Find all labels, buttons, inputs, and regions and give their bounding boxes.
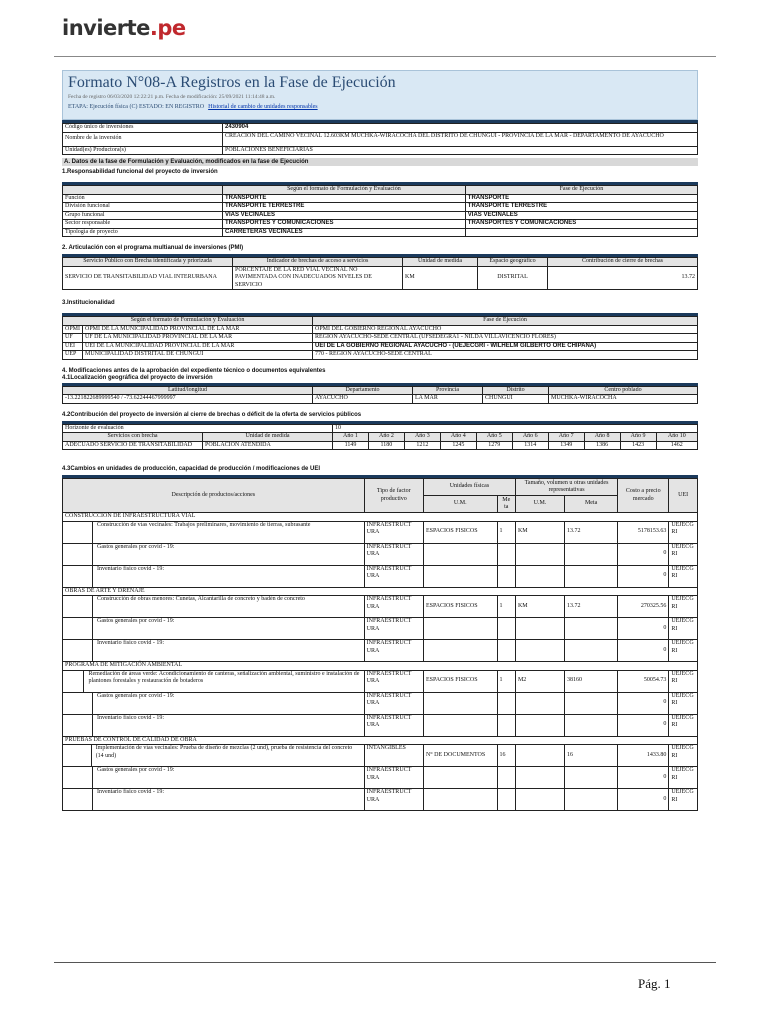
table-cell: INFRAESTRUCT URA: [364, 640, 423, 662]
table-cell: 38160: [565, 670, 618, 692]
table-cell: [63, 714, 365, 736]
table-cell: 1245: [440, 441, 476, 450]
production-units-table: Descripción de productos/acciones Tipo de factor productivo Unidades físicas Tamaño, volumen u otras unidades representativas Costo a precio mercado UEI U.M. Me ta U.M. Meta CONSTRUCCION DE INFRAESTRUCTURA VIAL Construcción de vías vecinales: Trabajos preliminares, movimiento de tierras, subrasante INFRAESTRUCT URA ESPACIOS FISICOS 1 KM 13.72 5178153.63 UEJECG RI Gastos generales por covid - 19: INFRAESTRUCT URA 0 UEJECG RI Inventario físico covid - 19: INFRAESTRUCT URA 0 UEJECG RI OBRAS DE ARTE Y DRENAJE Construcción de obras menores: Cunetas, Alcantarilla de concreto y badén de concreto INFRAESTRUCT URA ESPACIOS FISICOS 1 KM 13.72 270325.56 UEJECG RI Gastos generales por covid - 19: INFRAESTRUCT URA 0 UEJECG RI Inventario físico covid - 19: INFRAESTRUCT URA 0 UEJECG RI PROGRAMA DE MITIGACIÓN AMBIENTAL Remediación de áreas verde: Acondicionamiento de canteras, señalización ambiental, suministro e instalación de plantones forestales y restauración de botaderos INFRAESTRUCT URA ESPACIOS FISICOS 1 M2 38160 50054.73 UEJECG RI Gastos generales por covid - 19: INFRAESTRUCT URA 0 UEJECG RI Inventario físico covid - 19: INFRAESTRUCT URA 0 UEJECG RI PRUEBAS DE CONTROL DE CALIDAD DE OBRA Implementación de vías vecinales: Prueba de diseño de mezclas (2 und), prueba de resistencia del concreto (14 und) INTANGIBLES N° DE DOCUMENTOS 16 16 1433.80 UEJECG RI Gastos generales por covid - 19: INFRAESTRUCT URA 0 UEJECG RI Inventario físico covid - 19: INFRAESTRUCT URA 0 UEJECG RI: [62, 478, 698, 811]
column-header: Indicador de brechas de acceso a servicios: [233, 258, 403, 267]
group-row: [63, 587, 698, 596]
table-row: [63, 228, 698, 237]
column-header: Servicio Público con Brecha identificada y priorizada: [63, 258, 233, 267]
group-name: CONSTRUCCION DE INFRAESTRUCTURA VIAL: [63, 513, 698, 522]
table-cell: 1433.80: [618, 745, 669, 767]
table-cell: 1: [497, 670, 515, 692]
table-cell: [63, 767, 365, 789]
footer-divider: [54, 962, 716, 963]
group-name: PROGRAMA DE MITIGACIÓN AMBIENTAL: [63, 662, 698, 671]
table-row: [63, 203, 698, 212]
column-header: Unidad de medida: [403, 258, 478, 267]
table-cell: 0: [618, 640, 669, 662]
top-divider: [54, 56, 716, 57]
table-cell: [565, 543, 618, 565]
table-cell: [565, 789, 618, 811]
table-cell: UEP: [63, 351, 83, 360]
table-cell: [423, 692, 497, 714]
table-cell: [497, 618, 515, 640]
table-row: [63, 640, 698, 662]
table-cell: División funcional: [63, 203, 223, 212]
table-cell: PORCENTAJE DE LA RED VIAL VECINAL NO PAVIMENTADA CON INADECUADOS NIVELES DE SERVICIO: [233, 266, 403, 290]
table-cell: TRANSPORTES Y COMUNICACIONES: [465, 220, 697, 229]
column-header: Año 10: [656, 433, 697, 442]
table-row: [63, 745, 698, 767]
table-cell: INFRAESTRUCT URA: [364, 521, 423, 543]
section-41-title: 4.1Localización geográfica del proyecto de inversión: [62, 374, 213, 381]
column-header: Departamento: [313, 386, 413, 395]
table-cell: 1180: [368, 441, 404, 450]
table-cell: TRANSPORTE TERRESTRE: [223, 203, 466, 212]
table-cell: ESPACIOS FISICOS: [423, 596, 497, 618]
column-header: Año 5: [476, 433, 512, 442]
table-cell: [565, 714, 618, 736]
column-header: Año 9: [620, 433, 656, 442]
table-row: [63, 543, 698, 565]
table-cell: 13.72: [548, 266, 698, 290]
table-cell: 1462: [656, 441, 697, 450]
table-cell: [63, 789, 365, 811]
column-header: Año 3: [404, 433, 440, 442]
table-cell: [497, 640, 515, 662]
table-row: [63, 342, 698, 351]
table-row: [63, 351, 698, 360]
column-header: Centro poblado: [549, 386, 698, 395]
gap-contribution-table: Horizonte de evaluación 10 Servicios con brecha Unidad de medida Año 1 Año 2 Año 3 Año 4 Año 5 Año 6 Año 7 Año 8 Año 9 Año 10 ADECUADO SERVICIO DE TRANSITABILIDAD POBLACION ATENDIDA 1149 1180 1212 1245 1279 1314 1349 1386 1423 1462: [62, 424, 698, 451]
action-description: Construcción de vías vecinales: Trabajos preliminares, movimiento de tierras, subrasante: [97, 521, 311, 528]
table-cell: 0: [618, 789, 669, 811]
table-row: [63, 220, 698, 229]
invierte-logo[interactable]: invierte.pe: [62, 16, 186, 40]
action-description: Implementación de vías vecinales: Prueba de diseño de mezclas (2 und), prueba de resistencia del concreto (14 und): [95, 745, 353, 759]
table-cell: TRANSPORTE TERRESTRE: [465, 203, 697, 212]
table-cell: [515, 565, 564, 587]
section-3-title: 3.Institucionalidad: [62, 300, 115, 306]
table-cell: [423, 640, 497, 662]
table-cell: 0: [618, 714, 669, 736]
table-row: [63, 714, 698, 736]
column-header: Año 8: [584, 433, 620, 442]
table-cell: 16: [497, 745, 515, 767]
institutionality-table: Según el formato de Formulación y Evaluación Fase de Ejecución OPMI OPMI DE LA MUNICIPALIDAD PROVINCIAL DE LA MAR OPMI DEL GOBIERNO REGIONAL AYACUCHO UF UF DE LA MUNICIPALIDAD PROVINCIAL DE LA MAR REGION AYACUCHO-SEDE CENTRAL (UFSEDEGRA1 - NILDA VILLAVICENCIO FLORES) UEI UEI DE LA MUNICIPALIDAD PROVINCIAL DE LA MAR UEI DE LA GOBIERNO REGIONAL AYACUCHO - (UEJECGRI - WILHELM GILBERTO ORE CHIPANA) UEP MUNICIPALIDAD DISTRITAL DE CHUNGUI 770 - REGION AYACUCHO-SEDE CENTRAL: [62, 316, 698, 360]
table-cell: [63, 692, 365, 714]
table-cell: INTANGIBLES: [364, 745, 423, 767]
table-cell: 1: [497, 521, 515, 543]
table-cell: 270325.56: [618, 596, 669, 618]
table-cell: 13.72: [565, 521, 618, 543]
table-row: [63, 767, 698, 789]
table-cell: VIAS VECINALES: [223, 211, 466, 220]
table-cell: CARRETERAS VECINALES: [223, 228, 466, 237]
table-cell: 0: [618, 767, 669, 789]
page-number: Pág. 1: [638, 976, 671, 991]
table-cell: INFRAESTRUCT URA: [364, 596, 423, 618]
table-cell: [63, 521, 365, 543]
table-cell: ESPACIOS FISICOS: [423, 521, 497, 543]
table-cell: LA MAR: [413, 395, 483, 404]
table-cell: [63, 543, 365, 565]
section-4-title: 4. Modificaciones antes de la aprobación del expediente técnico o documentos equivalentes: [62, 367, 326, 374]
column-header: Distrito: [483, 386, 549, 395]
table-row: [63, 618, 698, 640]
table-cell: 1386: [584, 441, 620, 450]
table-cell: MUNICIPALIDAD DISTRITAL DE CHUNGUI: [83, 351, 313, 360]
table-cell: [565, 565, 618, 587]
table-cell: [497, 767, 515, 789]
group-row: [63, 513, 698, 522]
table-cell: Grupo funcional: [63, 211, 223, 220]
table-cell: 13.72: [565, 596, 618, 618]
table-cell: TRANSPORTE: [223, 194, 466, 203]
table-cell: UEJECG RI: [669, 521, 698, 543]
table-cell: INFRAESTRUCT URA: [364, 714, 423, 736]
table-cell: [465, 228, 697, 237]
table-row: [63, 670, 698, 692]
action-description: Remediación de áreas verde: Acondicionamiento de canteras, señalización ambiental, suministro e instalación de plantones forestales y restauración de botaderos: [88, 670, 360, 684]
section-42-title: 4.2Contribución del proyecto de inversión al cierre de brechas o déficit de la oferta de servicios públicos: [62, 411, 362, 418]
table-cell: [515, 714, 564, 736]
table-cell: 1279: [476, 441, 512, 450]
action-description: Inventario físico covid - 19:: [97, 714, 164, 721]
table-cell: ADECUADO SERVICIO DE TRANSITABILIDAD: [63, 441, 203, 450]
column-header: Espacio geográfico: [478, 258, 548, 267]
table-cell: [515, 745, 564, 767]
table-cell: [565, 767, 618, 789]
table-cell: 1: [497, 596, 515, 618]
table-cell: [63, 596, 365, 618]
table-cell: INFRAESTRUCT URA: [364, 543, 423, 565]
table-row: [63, 521, 698, 543]
action-description: Gastos generales por covid - 19:: [97, 692, 175, 699]
functional-responsibility-table: Según el formato de Formulación y Evaluación Fase de Ejecución Función TRANSPORTE TRANSPORTE División funcional TRANSPORTE TERRESTRE TRANSPORTE TERRESTRE Grupo funcional VIAS VECINALES VIAS VECINALES Sector responsable TRANSPORTES Y COMUNICACIONES TRANSPORTES Y COMUNICACIONES Tipología de proyecto CARRETERAS VECINALES: [62, 185, 698, 237]
table-cell: 16: [565, 745, 618, 767]
table-cell: 1212: [404, 441, 440, 450]
group-row: [63, 662, 698, 671]
table-cell: ESPACIOS FISICOS: [423, 670, 497, 692]
action-description: Inventario físico covid - 19:: [97, 789, 164, 795]
table-cell: 1149: [333, 441, 369, 450]
table-cell: UEJECG RI: [669, 596, 698, 618]
table-cell: 0: [618, 618, 669, 640]
history-link[interactable]: Historial de cambio de unidades responsables: [208, 104, 318, 110]
table-cell: UEJECG RI: [669, 670, 698, 692]
table-cell: UEI DE LA MUNICIPALIDAD PROVINCIAL DE LA MAR: [83, 342, 313, 351]
location-table: [62, 386, 698, 404]
table-cell: POBLACION ATENDIDA: [203, 441, 333, 450]
table-cell: SERVICIO DE TRANSITABILIDAD VIAL INTERURBANA: [63, 266, 233, 290]
table-cell: 0: [618, 692, 669, 714]
table-cell: DISTRITAL: [478, 266, 548, 290]
table-cell: Función: [63, 194, 223, 203]
table-cell: [63, 745, 365, 767]
group-name: PRUEBAS DE CONTROL DE CALIDAD DE OBRA: [63, 736, 698, 745]
table-cell: [423, 714, 497, 736]
pmi-table: [62, 257, 698, 290]
table-cell: [515, 543, 564, 565]
table-cell: REGION AYACUCHO-SEDE CENTRAL (UFSEDEGRA1 - NILDA VILLAVICENCIO FLORES): [313, 334, 698, 343]
table-cell: [515, 618, 564, 640]
section-1-title: 1.Responsabilidad funcional del proyecto de inversión: [62, 169, 218, 175]
table-cell: OPMI DEL GOBIERNO REGIONAL AYACUCHO: [313, 325, 698, 334]
table-cell: [423, 543, 497, 565]
table-cell: [565, 640, 618, 662]
table-row: [63, 692, 698, 714]
column-header: Año 7: [548, 433, 584, 442]
table-cell: OPMI: [63, 325, 83, 334]
table-cell: UEJECG RI: [669, 692, 698, 714]
action-description: Gastos generales por covid - 19:: [97, 543, 175, 550]
table-cell: [63, 670, 365, 692]
table-cell: UEJECG RI: [669, 745, 698, 767]
table-row: [63, 789, 698, 811]
table-row: [63, 565, 698, 587]
table-cell: KM: [515, 596, 564, 618]
table-cell: [497, 543, 515, 565]
record-dates: Fecha de registro 06/03/2020 12:22:21 p.m. Fecha de modificación: 25/09/2021 11:14:48 a.m.: [68, 94, 276, 100]
column-header: Año 2: [368, 433, 404, 442]
table-cell: [515, 767, 564, 789]
table-cell: [497, 692, 515, 714]
table-cell: INFRAESTRUCT URA: [364, 692, 423, 714]
column-header: Unidad de medida: [203, 433, 333, 442]
table-cell: INFRAESTRUCT URA: [364, 565, 423, 587]
column-header: Año 4: [440, 433, 476, 442]
action-description: Inventario físico covid - 19:: [97, 640, 164, 646]
table-cell: KM: [515, 521, 564, 543]
action-description: Inventario físico covid - 19:: [97, 565, 164, 572]
table-row: [63, 325, 698, 334]
table-cell: 1314: [512, 441, 548, 450]
table-cell: 0: [618, 565, 669, 587]
action-description: Construcción de obras menores: Cunetas, Alcantarilla de concreto y badén de concreto: [97, 596, 305, 602]
table-cell: MUCHKA-WIRACOCHA: [549, 395, 698, 404]
table-row: [63, 211, 698, 220]
table-cell: 50054.73: [618, 670, 669, 692]
table-cell: UEJECG RI: [669, 543, 698, 565]
table-cell: N° DE DOCUMENTOS: [423, 745, 497, 767]
table-cell: UF DE LA MUNICIPALIDAD PROVINCIAL DE LA MAR: [83, 334, 313, 343]
table-cell: 0: [618, 543, 669, 565]
group-row: [63, 736, 698, 745]
table-cell: [497, 714, 515, 736]
table-cell: INFRAESTRUCT URA: [364, 789, 423, 811]
table-cell: CHUNGUI: [483, 395, 549, 404]
action-description: Gastos generales por covid - 19:: [97, 767, 175, 773]
table-cell: UEJECG RI: [669, 618, 698, 640]
table-cell: UEJECG RI: [669, 640, 698, 662]
table-cell: [497, 789, 515, 811]
column-header: Año 6: [512, 433, 548, 442]
table-cell: 1349: [548, 441, 584, 450]
column-header: Servicios con brecha: [63, 433, 203, 442]
format-page: [62, 70, 698, 811]
table-cell: UEI DE LA GOBIERNO REGIONAL AYACUCHO - (UEJECGRI - WILHELM GILBERTO ORE CHIPANA): [313, 342, 698, 351]
table-cell: AYACUCHO: [313, 395, 413, 404]
table-cell: [423, 789, 497, 811]
table-cell: [515, 789, 564, 811]
table-cell: [63, 640, 365, 662]
stage-status: ETAPA: Ejecución física (C) ESTADO: EN REGISTRO Historial de cambio de unidades responsables: [68, 104, 318, 110]
column-header: Provincia: [413, 386, 483, 395]
table-cell: INFRAESTRUCT URA: [364, 767, 423, 789]
table-cell: 1423: [620, 441, 656, 450]
group-name: OBRAS DE ARTE Y DRENAJE: [63, 587, 698, 596]
table-cell: [423, 565, 497, 587]
section-a-title: A. Datos de la fase de Formulación y Evaluación, modificados en la fase de Ejecución: [62, 158, 698, 166]
table-cell: [497, 565, 515, 587]
table-cell: UEJECG RI: [669, 714, 698, 736]
table-cell: [63, 565, 365, 587]
table-cell: TRANSPORTES Y COMUNICACIONES: [223, 220, 466, 229]
table-row: [63, 334, 698, 343]
table-row: [63, 596, 698, 618]
table-cell: M2: [515, 670, 564, 692]
investment-info-table: Código único de inversiones 2430904 Nombre de la inversión CREACION DEL CAMINO VECINAL 12.603KM MUCHKA-WIRACOCHA DEL DISTRITO DE CHUNGUI - PROVINCIA DE LA MAR - DEPARTAMENTO DE AYACUCHO Unidad(es) Productora(s) POBLACIONES BENEFICIARIAS: [62, 123, 698, 155]
table-cell: 5178153.63: [618, 521, 669, 543]
section-43-title: 4.3Cambios en unidades de producción, capacidad de producción / modificaciones de UEI: [62, 466, 321, 472]
column-header: Latitud/longitud: [63, 386, 313, 395]
table-cell: [565, 618, 618, 640]
table-cell: -13.221822689999540 / -73.62244467999997: [63, 395, 313, 404]
format-header: [62, 70, 698, 120]
table-cell: OPMI DE LA MUNICIPALIDAD PROVINCIAL DE LA MAR: [83, 325, 313, 334]
column-header: Contribución de cierre de brechas: [548, 258, 698, 267]
column-header: Año 1: [333, 433, 369, 442]
table-cell: [515, 640, 564, 662]
table-cell: INFRAESTRUCT URA: [364, 670, 423, 692]
table-cell: [63, 618, 365, 640]
table-cell: UEI: [63, 342, 83, 351]
table-cell: KM: [403, 266, 478, 290]
table-cell: UEJECG RI: [669, 565, 698, 587]
table-cell: [423, 767, 497, 789]
table-cell: UF: [63, 334, 83, 343]
table-cell: [565, 692, 618, 714]
table-cell: UEJECG RI: [669, 767, 698, 789]
table-cell: [515, 692, 564, 714]
table-cell: Sector responsable: [63, 220, 223, 229]
table-cell: Tipología de proyecto: [63, 228, 223, 237]
section-2-title: 2. Articulación con el programa multianual de inversiones (PMI): [62, 245, 244, 251]
table-cell: TRANSPORTE: [465, 194, 697, 203]
table-row: [63, 194, 698, 203]
table-cell: [423, 618, 497, 640]
table-cell: UEJECG RI: [669, 789, 698, 811]
action-description: Gastos generales por covid - 19:: [97, 618, 175, 624]
table-cell: INFRAESTRUCT URA: [364, 618, 423, 640]
table-cell: VIAS VECINALES: [465, 211, 697, 220]
page-title: Formato N°08-A Registros en la Fase de Ejecución: [68, 74, 396, 91]
table-cell: 770 - REGION AYACUCHO-SEDE CENTRAL: [313, 351, 698, 360]
